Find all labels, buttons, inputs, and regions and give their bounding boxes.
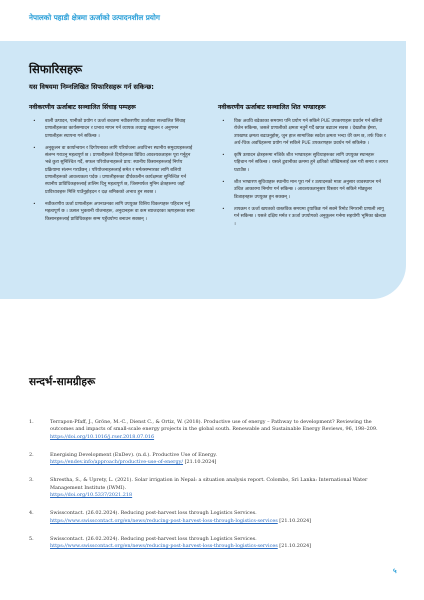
list-item: [29, 118, 197, 140]
reference-suffix: [21.10.2024]: [183, 459, 217, 466]
list-item-text: शीत भण्डारण सुविधाहरू स्थानीय मान पूरा गर्न र उत्पादनको मात्रा अनुसार व्यवस्थापन गर्न उचित आकारमा निर्माण गर्न सकिन्छ । आवश्यकतानुसार विस्तार गर्न सकिने मोड्युलर डिजाइनहरू उपयुक्त हुन सक्छन् ।: [234, 180, 381, 200]
list-item-text: कृषि उत्पादन क्षेत्रहरूमा नजिकै शीत भण्डारहरू सुविधाहरूका लागि उपयुक्त स्थानहरू पहिचान गर्न सकिन्छ । यसले ढुवानीका क्रममा हुने क्षतिको जोखिमलाई कम गरी समय र लागत घटाउँछ ।: [234, 153, 388, 173]
references-list: [29, 419, 379, 562]
reference-item: [29, 419, 379, 441]
reference-link[interactable]: https://endev.info/approach/productive-use-of-energy/: [50, 459, 184, 466]
bullet-icon: •: [33, 145, 36, 151]
bullet-icon: •: [33, 119, 36, 124]
bullet-icon: •: [222, 119, 225, 124]
bullet-icon: •: [33, 201, 36, 207]
list-item: [218, 179, 388, 201]
recommendations-title: सिफारिसहरू: [29, 62, 83, 76]
list-item-text: अनुकूलन वा कार्यान्वयन र दिगोपनाका लागि परियोजना अवधिभर स्थानीय समुदायहरूलाई संलग्न गराउनु महत्वपूर्ण छ । प्रणालीहरूले दिगोहरूका विविध आवश्यकताहरू पूरा गर्नुहुन भन्ने कुरा सुनिश्चित गर्दै, सफल परियोजनाहरूले प्राय: स्थानीय किसानहरूलाई निर्णय प्रक्रियामा संलग्न गराउँछन् । परियोजनाहरूलाई समेत र मर्मतसम्भारका लागि बलियो प्रणालीहरूको आवश्यकता पर्दछ । प्रणालीहरूका दीर्घकालीन कार्यक्षमता सुनिश्चित गर्न स्थानीय प्राविधिकहरूलाई तालिम दिनु महत्वपूर्ण छ, जिसमार्फत मुनिम क्षेत्रहरूमा जहाँ प्राविध्यक्हरू मिलि पाउँनुहोइदन र दक्ष श्रमिकको अभाव हुन सक्छ ।: [45, 145, 193, 195]
reference-item: [29, 536, 379, 551]
reference-number: 2.: [29, 451, 34, 458]
list-item-text: तापक्रम र ऊर्जा खपतको वास्तविक समयमा ट्र्याकिङ गर्न सक्ने रिमोट निगरानी प्रणाली लागू गर्न सकिन्छ । यसले दक्षिय मर्मत र ऊर्जा उपयोगको अनुकूलन गर्नमा सहयोगी भूमिका खेल्दछ ।: [234, 206, 386, 227]
column-title-irrigation: नवीकरणीय ऊर्जाबाट सञ्चालित सिंचाइ पम्पहरू: [29, 104, 136, 111]
reference-number: 3.: [29, 477, 34, 484]
list-item: [29, 201, 197, 223]
reference-link[interactable]: https://www.swisscontact.org/en/news/reducing-post-harvest-loss-through-logistics-services: [50, 517, 278, 524]
reference-text: Terrapon-Pfaff, J., Gröne, M.-C., Dienst C., & Ortiz, W. (2018). Productive use of energy – Pathway to development? Reviewing the outcomes and impacts of small-scale energy projects in the global south. Renewable and Sustainable Energy Reviews, 96, 198–209.: [50, 419, 378, 433]
reference-number: 4.: [29, 510, 34, 517]
list-item: [218, 152, 388, 174]
reference-text: Shrestha, S., & Uprety, L. (2021). Solar irrigation in Nepal: a situation analysis report. Colombo, Sri Lanka: International Water Management Institute (IWMI).: [50, 477, 368, 491]
references-title: सन्दर्भ-सामग्रीहरू: [29, 376, 96, 388]
list-item-text: बालीे उत्पादन, पानीको प्रयोग र ऊर्जा बचतमा नवीकरणीय ऊर्जाबाट सञ्चालित सिंचाइ प्रणालीहरूका कार्यसम्पादन र प्रभाव मापन गर्न व्यापक तथ्याङ्क सङ्कलन र अनुगमन प्रणालीहरू स्थापना गर्न सकिन्छ ।: [45, 119, 186, 139]
cold-storage-list: [218, 118, 388, 233]
list-item: [29, 145, 197, 196]
irrigation-list: [29, 118, 197, 228]
reference-link[interactable]: https://doi.org/10.5337/2021.218: [50, 492, 133, 499]
running-header: नेपालको पहाडी क्षेत्रमा ऊर्जाको उत्पादनशील प्रयोग: [29, 13, 160, 22]
reference-item: [29, 477, 379, 499]
reference-item: [29, 452, 379, 467]
reference-suffix: [21.10.2024]: [277, 543, 312, 550]
list-item-text: नवीकरणीय ऊर्जा प्रणालीहरू अपनाउनका लागि उपयुक्त वित्तिय विकल्पहरू पहिचान गर्नु महत्वपूर्ण छ । ऊसल भुक्तानी योजनाहरू, अनुदानहरू वा कम ब्याजदरका ऋणहरूका साना किसानहरूलाई प्राविधिकहरू सम्म पहुँचयोग्य बनाउन सक्छन् ।: [45, 201, 195, 222]
reference-link[interactable]: https://doi.org/10.1016/j.rser.2018.07.016: [50, 433, 155, 440]
column-title-cold-storage: नवीकरणीय ऊर्जाबाट सञ्चालित शित भण्डारहरू: [218, 104, 326, 111]
page-number: ५: [393, 567, 397, 575]
reference-number: 1.: [29, 419, 34, 425]
reference-text: Energising Development (EnDev). (n.d.). Productive Use of Energy.: [50, 451, 217, 458]
bullet-icon: •: [222, 153, 225, 159]
recommendations-subtitle: यस विषयमा निम्नलिखित सिफारिसहरू गर्न सकिन्छ:: [29, 83, 154, 91]
bullet-icon: •: [222, 180, 225, 186]
list-item: [218, 206, 388, 228]
bullet-icon: •: [222, 206, 225, 212]
reference-text: Swisscontact. (26.02.2024). Reducing post-harvest loss through Logistics Services.: [50, 535, 257, 542]
reference-suffix: [21.10.2024]: [277, 517, 312, 524]
reference-link[interactable]: https://www.swisscontact.org/en/news/reducing-post-harvest-loss-through-logistics-services: [50, 543, 278, 550]
reference-item: [29, 510, 379, 525]
reference-text: Swisscontact. (26.02.2024). Reducing post-harvest loss through Logistics Services.: [50, 510, 257, 517]
list-item-text: विक अवधि बढेकाका समयमा पनि प्रयोग गर्न सकिने PUE उपकरणहरू प्रवर्धन गर्न बलियो रोजेन सकिन्छ, जसले प्रणालीको क्षमता नतुर्ने गर्दै खपत बढाउन सक्छ । देखतौक ईमरा, उपखण्ड क्षमता बढाउनुहोस्, जुन हाल सामाजिक स्वदेश क्षमता भन्दा धेरै कम छ, तर्फ थिक र अर्थ-थिक अवधिहरूमा प्रयोग गर्न सकिने PUE उपकरणहरू प्रवर्धन गर्न सकिनेछ ।: [234, 119, 386, 146]
reference-number: 5.: [29, 535, 34, 542]
list-item: [218, 118, 388, 147]
